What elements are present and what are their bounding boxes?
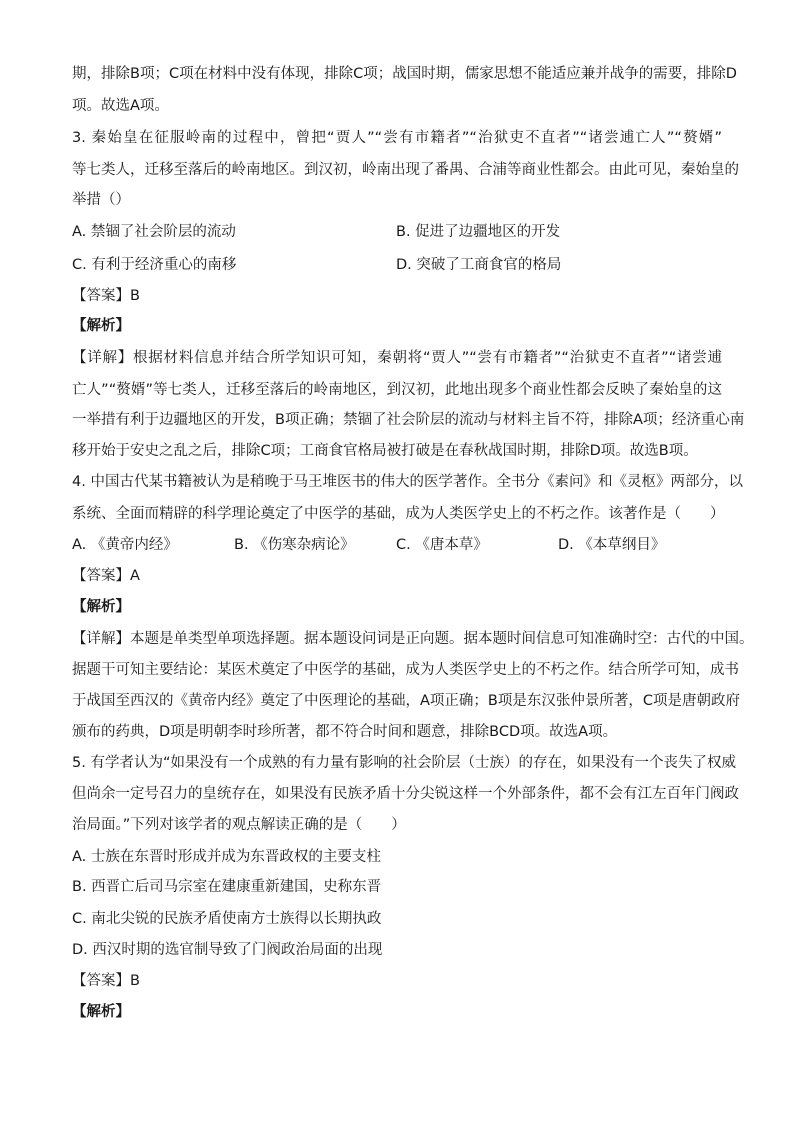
q3-analysis-label: 【解析】 <box>72 318 130 334</box>
q4-option-b: B. 《伤寒杂病论》 <box>234 537 355 553</box>
q4-answer: 【答案】A <box>72 568 140 584</box>
q5-option-b: B. 西晋亡后司马宗室在建康重新建国，史称东晋 <box>72 879 382 895</box>
q3-stem-line-1: 3. 秦始皇在征服岭南的过程中，曾把“贾人”“尝有市籍者”“治狱吏不直者”“诸尝逋亡人”“赘婿” <box>72 130 722 146</box>
q5-answer: 【答案】B <box>72 973 140 989</box>
q3-option-b: B. 促进了边疆地区的开发 <box>396 224 561 240</box>
q3-answer: 【答案】B <box>72 288 140 304</box>
q3-detail-line-1: 【详解】根据材料信息并结合所学知识可知，秦朝将“贾人”“尝有市籍者”“治狱吏不直者”“诸尝逋 <box>72 350 722 366</box>
q4-option-d: D. 《本草纲目》 <box>558 537 666 553</box>
q3-option-c: C. 有利于经济重心的南移 <box>72 257 237 273</box>
q3-detail-line-4: 移开始于安史之乱之后，排除C项；工商食官格局被打破是在春秋战国时期，排除D项。故选B项。 <box>72 443 698 459</box>
q5-stem-line-1: 5. 有学者认为“如果没有一个成熟的有力量有影响的社会阶层（士族）的存在，如果没有一个丧失了权威 <box>72 755 736 771</box>
q4-option-c: C. 《唐本草》 <box>396 537 488 553</box>
prev-explanation-line-2: 项。故选A项。 <box>72 98 169 114</box>
q4-analysis-label: 【解析】 <box>72 599 130 615</box>
q3-stem-line-2: 等七类人，迁移至落后的岭南地区。到汉初，岭南出现了番禺、合浦等商业性都会。由此可见，秦始皇的 <box>72 162 739 178</box>
prev-explanation-line-1: 期，排除B项；C项在材料中没有体现，排除C项；战国时期，儒家思想不能适应兼并战争的需要，排除D <box>72 66 737 82</box>
q5-analysis-label: 【解析】 <box>72 1004 130 1020</box>
q4-option-a: A. 《黄帝内经》 <box>72 537 178 553</box>
q5-stem-line-2: 但尚余一定号召力的皇统存在，如果没有民族矛盾十分尖锐这样一个外部条件，都不会有江左百年门阀政 <box>72 786 739 802</box>
q4-detail-line-3: 于战国至西汉的《黄帝内经》奠定了中医理论的基础，A项正确；B项是东汉张仲景所著，C项是唐朝政府 <box>72 693 740 709</box>
q3-option-a: A. 禁锢了社会阶层的流动 <box>72 224 236 240</box>
q4-detail-line-1: 【详解】本题是单类型单项选择题。据本题设问词是正向题。据本题时间信息可知准确时空：古代的中国。 <box>72 631 754 647</box>
q5-option-c: C. 南北尖锐的民族矛盾使南方士族得以长期执政 <box>72 911 382 927</box>
q3-detail-line-2: 亡人”“赘婿”等七类人，迁移至落后的岭南地区，到汉初，此地出现多个商业性都会反映了秦始皇的这 <box>72 382 722 398</box>
q4-detail-line-2: 据题干可知主要结论：某医术奠定了中医学的基础，成为人类医学史上的不朽之作。结合所学可知，成书 <box>72 662 739 678</box>
q5-stem-line-3: 治局面。”下列对该学者的观点解读正确的是（ ） <box>72 817 406 833</box>
q4-stem-line-2: 系统、全面而精辟的科学理论奠定了中医学的基础，成为人类医学史上的不朽之作。该著作是（ ） <box>72 506 725 522</box>
q4-detail-line-4: 颁布的药典，D项是明朝李时珍所著，都不符合时间和题意，排除BCD项。故选A项。 <box>72 724 618 740</box>
q5-option-d: D. 西汉时期的选官制导致了门阀政治局面的出现 <box>72 942 383 958</box>
q4-stem-line-1: 4. 中国古代某书籍被认为是稍晚于马王堆医书的伟大的医学著作。全书分《素问》和《灵枢》两部分，以 <box>72 474 743 490</box>
q3-detail-line-3: 一举措有利于边疆地区的开发，B项正确；禁锢了社会阶层的流动与材料主旨不符，排除A项；经济重心南 <box>72 412 745 428</box>
q3-option-d: D. 突破了工商食官的格局 <box>396 257 562 273</box>
q5-option-a: A. 士族在东晋时形成并成为东晋政权的主要支柱 <box>72 849 381 865</box>
q3-stem-line-3: 举措（） <box>72 192 130 208</box>
